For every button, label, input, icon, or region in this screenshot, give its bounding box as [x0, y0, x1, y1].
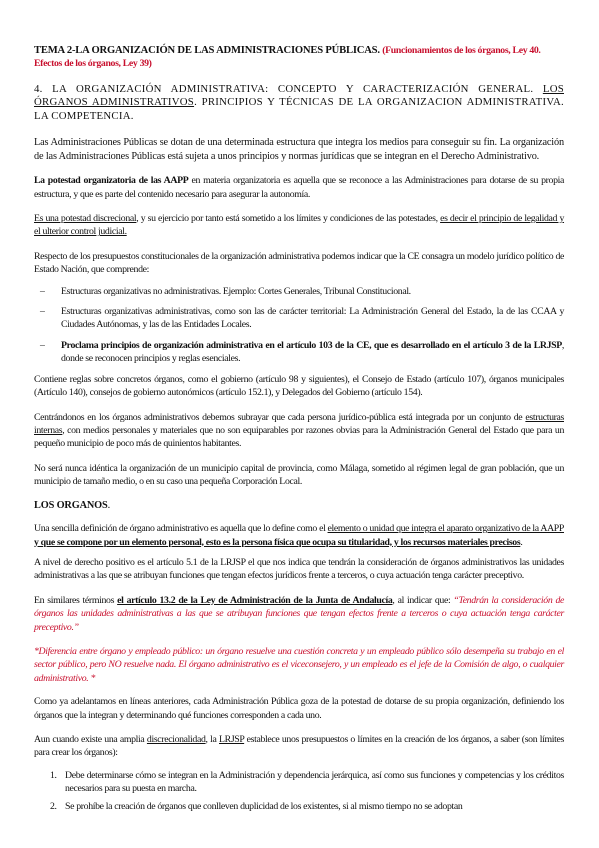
paragraph-intro: Las Administraciones Públicas se dotan de una determinada estructura que integra los medios para conseguir su fin. La organización de las Administraciones Públicas está sujeta a unos principios y normas jurídicas que se integran en el Derecho Administrativo.	[34, 137, 564, 162]
title-note: (Funcionamientos de los órganos, Ley 40. Efectos de los órganos, Ley 39)	[34, 45, 541, 70]
paragraph-potestad: La potestad organizatoria de las AAPP en materia organizatoria es aquella que se reconoce a las Administraciones para dotarse de su propia estructura, y que es parte del contenido necesario para asegurar la autonomía.	[34, 175, 564, 200]
title-text: TEMA 2-LA ORGANIZACIÓN DE LAS ADMINISTRACIONES PÚBLICAS.	[34, 45, 380, 56]
paragraph-reglas: Contiene reglas sobre concretos órganos, como el gobierno (artículo 98 y siguientes), el Consejo de Estado (artículo 107), órganos municipales (Artículo 140), consejos de gobierno autonómicos (artículo 152.1), y Delegados del Gobierno (artículo 154).	[34, 373, 564, 399]
paragraph-articulo-5: A nivel de derecho positivo es el artículo 5.1 de la LRJSP el que nos indica que tendrán la consideración de órganos administrativos las unidades administrativas a las que se atribuyan funciones que tengan efectos jurídicos frente a terceros, o cuya actuación tenga carácter preceptivo.	[34, 556, 564, 582]
list-item: 1. Debe determinarse cómo se integran en la Administración y dependencia jerárquica, así como sus funciones y competencias y los créditos necesarios para su puesta en marcha.	[50, 769, 564, 795]
paragraph-limites: Aun cuando existe una amplia discrecionalidad, la LRJSP establece unos presupuestos o límites en la creación de los órganos, a saber (son límites para crear los órganos):	[34, 734, 565, 759]
paragraph-malaga: No será nunca idéntica la organización de un municipio capital de provincia, como Málaga, sometido al régimen legal de gran población, que un municipio de tamaño medio, o en su caso una pequeña Corporación Local.	[34, 462, 564, 488]
paragraph-centrandonos: Centrándonos en los órganos administrativos debemos subrayar que cada persona jurídico-pública está integrada por un conjunto de estructuras internas, con medios personales y materiales que no son equiparables por razones obvias para la Administración General del Estado que para un pequeño municipio de poco más de quinientos habitantes.	[34, 411, 564, 450]
paragraph-presupuestos: Respecto de los presupuestos constitucionales de la organización administrativa podemos indicar que la CE consagra un modelo jurídico político de Estado Nación, que comprende:	[34, 250, 564, 276]
section-heading-organos: LOS ORGANOS.	[34, 499, 111, 511]
paragraph-potestad-organizacion: Como ya adelantamos en líneas anteriores, cada Administración Pública goza de la potestad de dotarse de su propia organización, definiendo los órganos que la integran y determinando qué funciones corresponden a cada uno.	[34, 696, 564, 721]
note-diferencia: *Diferencia entre órgano y empleado público: un órgano resuelve una cuestión concreta y un empleado público sólo desempeña su trabajo en el sector público, pero NO resuelve nada. El órgano administrativo es el viceconsejero, y un empleado es el jefe de la Comisión de algo, o cualquier administrativo. *	[34, 645, 564, 684]
dash-list	[34, 285, 564, 366]
list-item: – Estructuras organizativas no administrativas. Ejemplo: Cortes Generales, Tribunal Constitucional.	[40, 285, 411, 297]
list-item: 2. Se prohíbe la creación de órganos que conlleven duplicidad de los existentes, si al mismo tiempo no se adoptan	[50, 800, 463, 812]
list-item: – Proclama principios de organización administrativa en el artículo 103 de la CE, que es desarrollado en el artículo 3 de la LRJSP, donde se reconocen principios y reglas esenciales.	[40, 339, 564, 365]
numbered-list	[34, 769, 564, 813]
paragraph-definicion: Una sencilla definición de órgano administrativo es aquella que lo define como el elemento o unidad que integra el aparato organizativo de la AAPP y que se compone por un elemento personal, esto es la persona física que ocupa su titularidad, y los recursos materiales precisos.	[34, 523, 564, 548]
document-page	[34, 44, 564, 817]
document-title	[34, 44, 564, 71]
paragraph-articulo-13: En similares términos el artículo 13.2 de la Ley de Administración de la Junta de Andalucía, al indicar que: “Tendrán la consideración de órganos las unidades administrativas a las que se atribuyan funciones que tengan efectos frente a terceros o cuya actuación tenga carácter preceptivo.”	[34, 594, 564, 633]
paragraph-discrecional: Es una potestad discrecional, y su ejercicio por tanto está sometido a los límites y condiciones de las potestades, es decir el principio de legalidad y el ulterior control judicial.	[34, 213, 565, 238]
section-4-heading: 4. LA ORGANIZACIÓN ADMINISTRATIVA: CONCEPTO Y CARACTERIZACIÓN GENERAL. LOS ÓRGANOS ADMINISTRATIVOS. PRINCIPIOS Y TÉCNICAS DE LA ORGANIZACION ADMINISTRATIVA. LA COMPETENCIA.	[34, 82, 564, 122]
list-item: – Estructuras organizativas administrativas, como son las de carácter territorial: La Administración General del Estado, la de las CCAA y Ciudades Autónomas, y las de las Entidades Locales.	[40, 306, 564, 331]
